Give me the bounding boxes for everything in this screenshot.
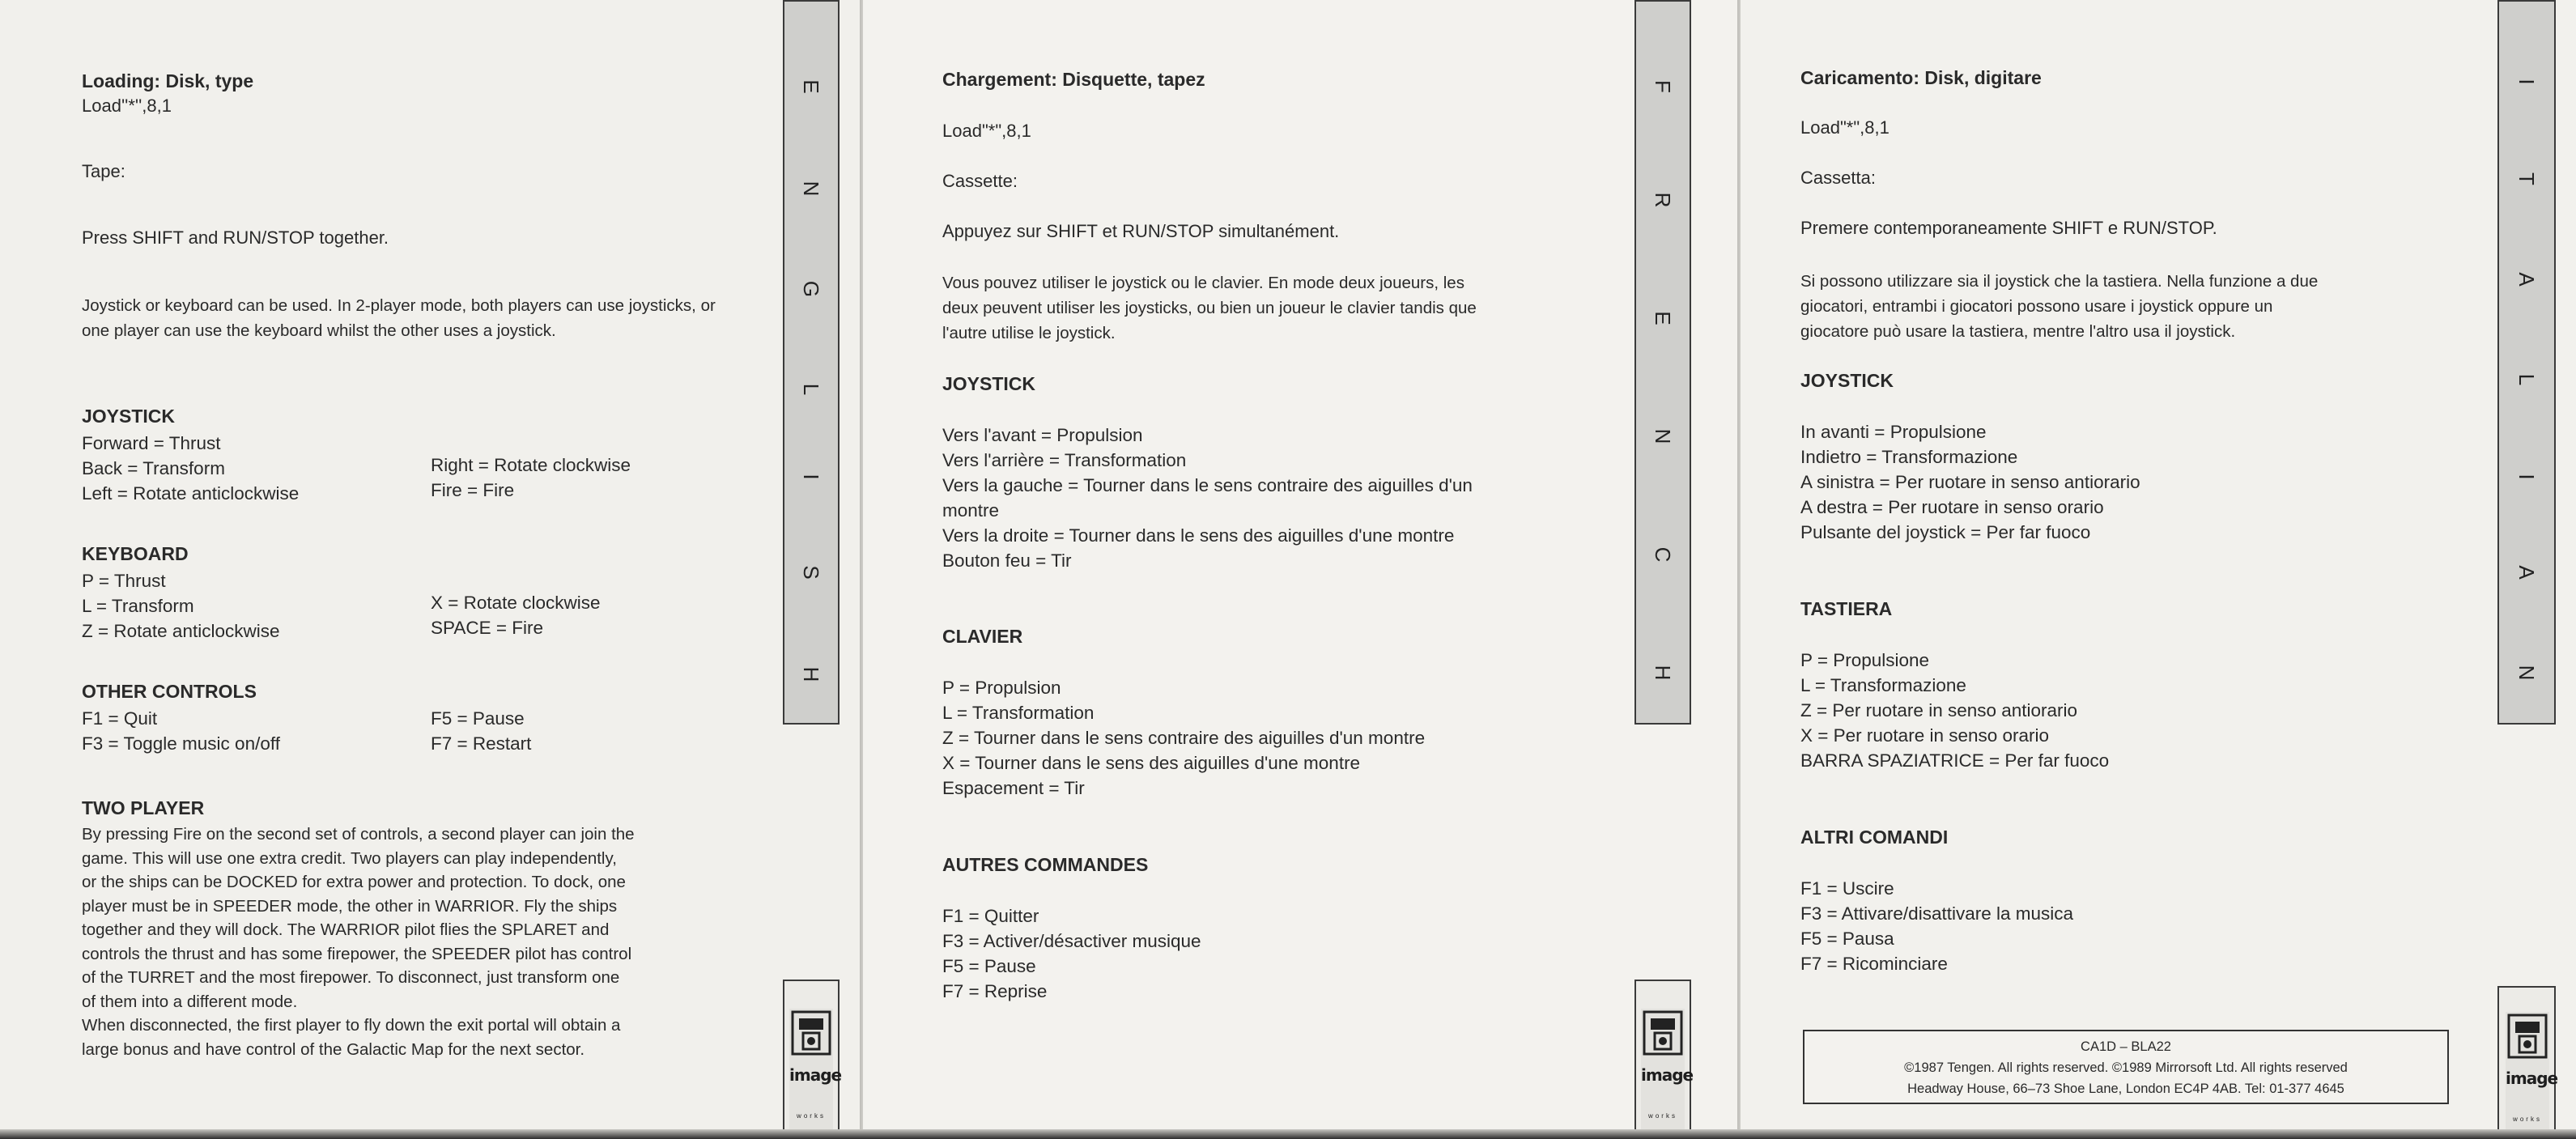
tape-instruction: Press SHIFT and RUN/STOP together.: [82, 227, 389, 248]
control-line: F7 = Restart: [431, 733, 532, 754]
tape-label: Cassetta:: [1800, 168, 1876, 188]
language-tab-italian: [2497, 0, 2556, 725]
control-line: In avanti = Propulsione: [1800, 422, 1987, 442]
control-line: Bouton feu = Tir: [942, 550, 1072, 571]
language-tab-english: [783, 0, 840, 725]
text-line: of the TURRET and the most firepower. To disconnect, just transform one: [82, 968, 620, 987]
tape-label: Cassette:: [942, 171, 1018, 191]
loading-heading: Chargement: Disquette, tapez: [942, 69, 1205, 90]
loading-heading: Caricamento: Disk, digitare: [1800, 67, 2042, 88]
tab-letter: I: [799, 474, 823, 480]
keyboard-controls: [1800, 648, 2109, 773]
logo-emblem-icon: [789, 1009, 833, 1057]
french-panel: [863, 0, 1737, 1139]
tab-letter: E: [799, 79, 823, 94]
logo-emblem-icon: [2506, 1012, 2549, 1060]
copyright-line: ©1987 Tengen. All rights reserved. ©1989 Mirrorsoft Ltd. All rights reserved: [1904, 1060, 2348, 1075]
image-works-logo: [2506, 1012, 2558, 1133]
joystick-controls: [1800, 419, 2140, 545]
control-line: X = Rotate clockwise: [431, 593, 601, 613]
image-works-logo: [789, 1009, 842, 1130]
keyboard-heading: CLAVIER: [942, 626, 1023, 647]
control-line: X = Tourner dans le sens des aiguilles d'une montre: [942, 753, 1361, 773]
text-line: of them into a different mode.: [82, 992, 298, 1011]
tab-letter: G: [799, 280, 823, 298]
logo-subtext: works: [797, 1112, 826, 1120]
joystick-heading: JOYSTICK: [1800, 370, 1894, 391]
text-line: When disconnected, the first player to fly down the exit portal will obtain a: [82, 1016, 621, 1035]
control-line: Left = Rotate anticlockwise: [82, 483, 300, 504]
tab-letter: F: [1651, 80, 1675, 93]
control-line: F1 = Quitter: [942, 906, 1039, 926]
image-works-logo-box: [1634, 980, 1694, 1139]
load-command: Load"*",8,1: [1800, 117, 1889, 138]
two-player-heading: TWO PLAYER: [82, 797, 205, 818]
control-line: F3 = Activer/désactiver musique: [942, 931, 1201, 951]
other-controls-right: [431, 706, 531, 756]
control-line: F5 = Pause: [942, 956, 1036, 976]
text-line: deux peuvent utiliser les joysticks, ou bien un joueur le clavier tandis que: [942, 299, 1477, 317]
text-line: game. This will use one extra credit. Two players can play independently,: [82, 848, 617, 868]
control-line: F7 = Ricominciare: [1800, 954, 1948, 974]
intro-text: [942, 270, 1477, 346]
logo-subtext: works: [2513, 1116, 2542, 1123]
text-line: l'autre utilise le joystick.: [942, 324, 1116, 342]
control-line: Vers la gauche = Tourner dans le sens contraire des aiguilles d'un: [942, 475, 1473, 495]
logo-wordmark: image: [1641, 1065, 1694, 1085]
control-line: Right = Rotate clockwise: [431, 455, 631, 475]
text-line: Si possono utilizzare sia il joystick che la tastiera. Nella funzione a due: [1800, 272, 2319, 291]
other-controls-heading: AUTRES COMMANDES: [942, 854, 1149, 875]
control-line: F7 = Reprise: [942, 981, 1048, 1001]
other-controls-left: [82, 706, 280, 756]
text-line: or the ships can be DOCKED for extra power and protection. To dock, one: [82, 873, 626, 891]
control-line: F5 = Pause: [431, 708, 525, 729]
other-controls: [1800, 876, 2073, 976]
load-command: Load''*'',8,1: [82, 96, 172, 116]
control-line: Forward = Thrust: [82, 433, 221, 453]
other-controls-heading: ALTRI COMANDI: [1800, 827, 1949, 848]
control-line: A sinistra = Per ruotare in senso antiorario: [1800, 472, 2140, 492]
tab-letter: H: [799, 666, 823, 682]
logo-wordmark: image: [2506, 1069, 2558, 1088]
control-line: Back = Transform: [82, 458, 225, 478]
intro-text: Joystick or keyboard can be used. In 2-player mode, both players can use joysticks, or one player can use the keyboard whilst the other uses a joystick.: [82, 296, 716, 340]
tape-instruction: Premere contemporaneamente SHIFT e RUN/STOP.: [1800, 218, 2217, 238]
text-line: controls the thrust and has some firepower, the SPEEDER pilot has control: [82, 944, 632, 963]
control-line: X = Per ruotare in senso orario: [1800, 725, 2050, 746]
control-line: L = Transform: [82, 596, 194, 616]
tape-instruction: Appuyez sur SHIFT et RUN/STOP simultanément.: [942, 221, 1340, 241]
control-line: F1 = Uscire: [1800, 878, 1894, 899]
tab-letter: L: [799, 383, 823, 396]
control-line: Vers l'arrière = Transformation: [942, 450, 1187, 470]
keyboard-controls-left: [82, 568, 279, 644]
address-line: Headway House, 66–73 Shoe Lane, London EC4P 4AB. Tel: 01-377 4645: [1907, 1082, 2344, 1096]
control-line: P = Propulsione: [1800, 650, 1930, 670]
product-code: CA1D – BLA22: [2081, 1039, 2171, 1054]
other-controls-heading: OTHER CONTROLS: [82, 681, 257, 702]
control-line: L = Transformation: [942, 703, 1095, 723]
tab-letter: I: [2514, 79, 2539, 85]
control-line: Z = Tourner dans le sens contraire des aiguilles d'un montre: [942, 728, 1426, 748]
control-line: F1 = Quit: [82, 708, 158, 729]
keyboard-heading: TASTIERA: [1800, 598, 1893, 619]
logo-emblem-icon: [1641, 1009, 1685, 1057]
other-controls: [942, 903, 1201, 1004]
tab-letter: A: [2514, 565, 2539, 580]
joystick-controls: [942, 423, 1473, 573]
image-works-logo: [1641, 1009, 1694, 1130]
tab-letter: A: [2514, 272, 2539, 287]
load-command: Load"*",8,1: [942, 121, 1031, 141]
tab-letter: H: [1651, 665, 1675, 681]
tab-letter: I: [2514, 474, 2539, 480]
intro-text: [1800, 269, 2318, 344]
control-line: Espacement = Tir: [942, 778, 1085, 798]
control-line: Vers l'avant = Propulsion: [942, 425, 1143, 445]
logo-subtext: works: [1648, 1112, 1677, 1120]
text-line: giocatori, entrambi i giocatori possono usare i joystick oppure un: [1800, 297, 2273, 316]
tab-letter: R: [1651, 192, 1675, 208]
keyboard-controls-right: [431, 590, 600, 640]
keyboard-controls: [942, 675, 1425, 801]
joystick-heading: JOYSTICK: [942, 373, 1036, 394]
copyright-box: [1803, 1030, 2449, 1104]
control-line: Indietro = Transformazione: [1800, 447, 2018, 467]
tab-letter: N: [1651, 428, 1675, 444]
italian-panel: [1741, 0, 2576, 1139]
tab-letter: N: [799, 181, 823, 197]
text-line: large bonus and have control of the Galactic Map for the next sector.: [82, 1039, 585, 1059]
tab-letter: E: [1651, 311, 1675, 325]
control-line: montre: [942, 500, 1000, 521]
tab-letter: C: [1651, 546, 1675, 563]
tab-letter: S: [799, 565, 823, 580]
control-line: A destra = Per ruotare in senso orario: [1800, 497, 2104, 517]
joystick-heading: JOYSTICK: [82, 406, 176, 427]
control-line: Z = Per ruotare in senso antiorario: [1800, 700, 2078, 720]
tape-label: Tape:: [82, 161, 125, 181]
control-line: BARRA SPAZIATRICE = Per far fuoco: [1800, 750, 2110, 771]
joystick-controls-left: [82, 431, 299, 506]
image-works-logo-box: [783, 980, 840, 1139]
control-line: L = Transformazione: [1800, 675, 1966, 695]
language-tab-french: [1634, 0, 1691, 725]
text-line: By pressing Fire on the second set of controls, a second player can join the: [82, 825, 635, 844]
control-line: Vers la droite = Tourner dans le sens des aiguilles d'une montre: [942, 525, 1455, 546]
loading-heading: Loading: Disk, type: [82, 70, 254, 91]
english-panel: [0, 0, 860, 1139]
control-line: SPACE = Fire: [431, 618, 543, 638]
control-line: Pulsante del joystick = Per far fuoco: [1800, 522, 2091, 542]
control-line: P = Propulsion: [942, 678, 1061, 698]
text-line: player must be in SPEEDER mode, the other in WARRIOR. Fly the ships: [82, 896, 618, 916]
image-works-logo-box: [2497, 986, 2556, 1139]
control-line: Z = Rotate anticlockwise: [82, 621, 280, 641]
tab-letter: N: [2514, 665, 2539, 681]
control-line: F3 = Toggle music on/off: [82, 733, 280, 754]
control-line: Fire = Fire: [431, 480, 515, 500]
text-line: giocatore può usare la tastiera, mentre l'altro usa il joystick.: [1800, 322, 2236, 341]
keyboard-heading: KEYBOARD: [82, 543, 189, 564]
joystick-controls-right: [431, 453, 631, 503]
logo-wordmark: image: [789, 1065, 842, 1085]
control-line: F5 = Pausa: [1800, 929, 1894, 949]
text-line: Vous pouvez utiliser le joystick ou le clavier. En mode deux joueurs, les: [942, 274, 1464, 292]
scan-bottom-edge: [0, 1129, 2576, 1139]
control-line: P = Thrust: [82, 571, 166, 591]
two-player-text: [82, 822, 635, 1061]
control-line: F3 = Attivare/disattivare la musica: [1800, 903, 2074, 924]
tab-letter: T: [2514, 172, 2539, 185]
tab-letter: L: [2514, 373, 2539, 386]
text-line: together and they will dock. The WARRIOR pilot flies the SPLARET and: [82, 920, 610, 939]
